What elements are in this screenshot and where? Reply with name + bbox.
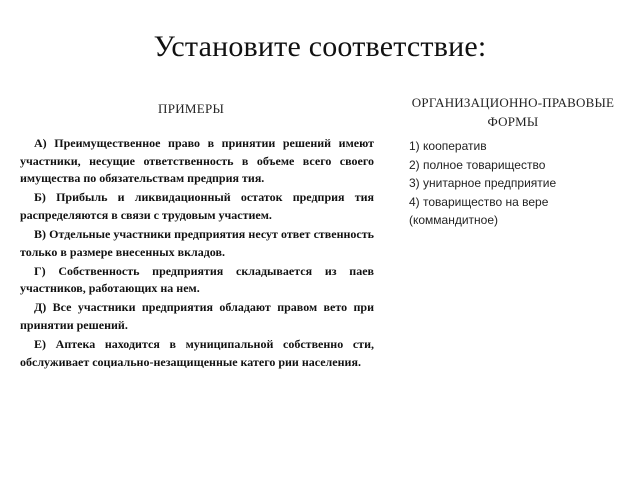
form-item-1: 1) кооператив [409,139,487,153]
form-item-3: 3) унитарное предприятие [409,176,557,191]
example-item-e: Е) Аптека находится в муниципальной собственно сти, обслуживает социально-незащищенные катего рии населения. [20,337,374,369]
slide-title: Установите соответствие: [153,30,487,63]
example-item-g: Г) Собственность предприятия складывается из паев участников, работающих на нем. [20,263,374,296]
form-item-2: 2) полное товарищество [409,157,546,172]
examples-heading: ПРИМЕРЫ [158,101,225,116]
form-item-4: 4) товарищество на вере (коммандитное) [409,194,549,228]
example-item-b: Б) Прибыль и ликвидационный остаток предприя тия распределяются в связи с трудовым участием. [20,190,374,222]
example-item-d: Д) Все участники предприятия обладают правом вето при принятии решений. [20,300,374,332]
forms-heading: ОРГАНИЗАЦИОННО-ПРАВОВЫЕ ФОРМЫ [411,95,615,129]
examples-list [20,135,374,373]
example-item-v: В) Отдельные участники предприятия несут ответ ственность только в размере внесенных вкладов. [20,226,374,259]
example-item-a: А) Преимущественное право в принятии решений имеют участники, несущие ответственность в объеме всего своего имущества по обязательствам предприя тия. [20,136,374,186]
forms-list [409,137,629,230]
